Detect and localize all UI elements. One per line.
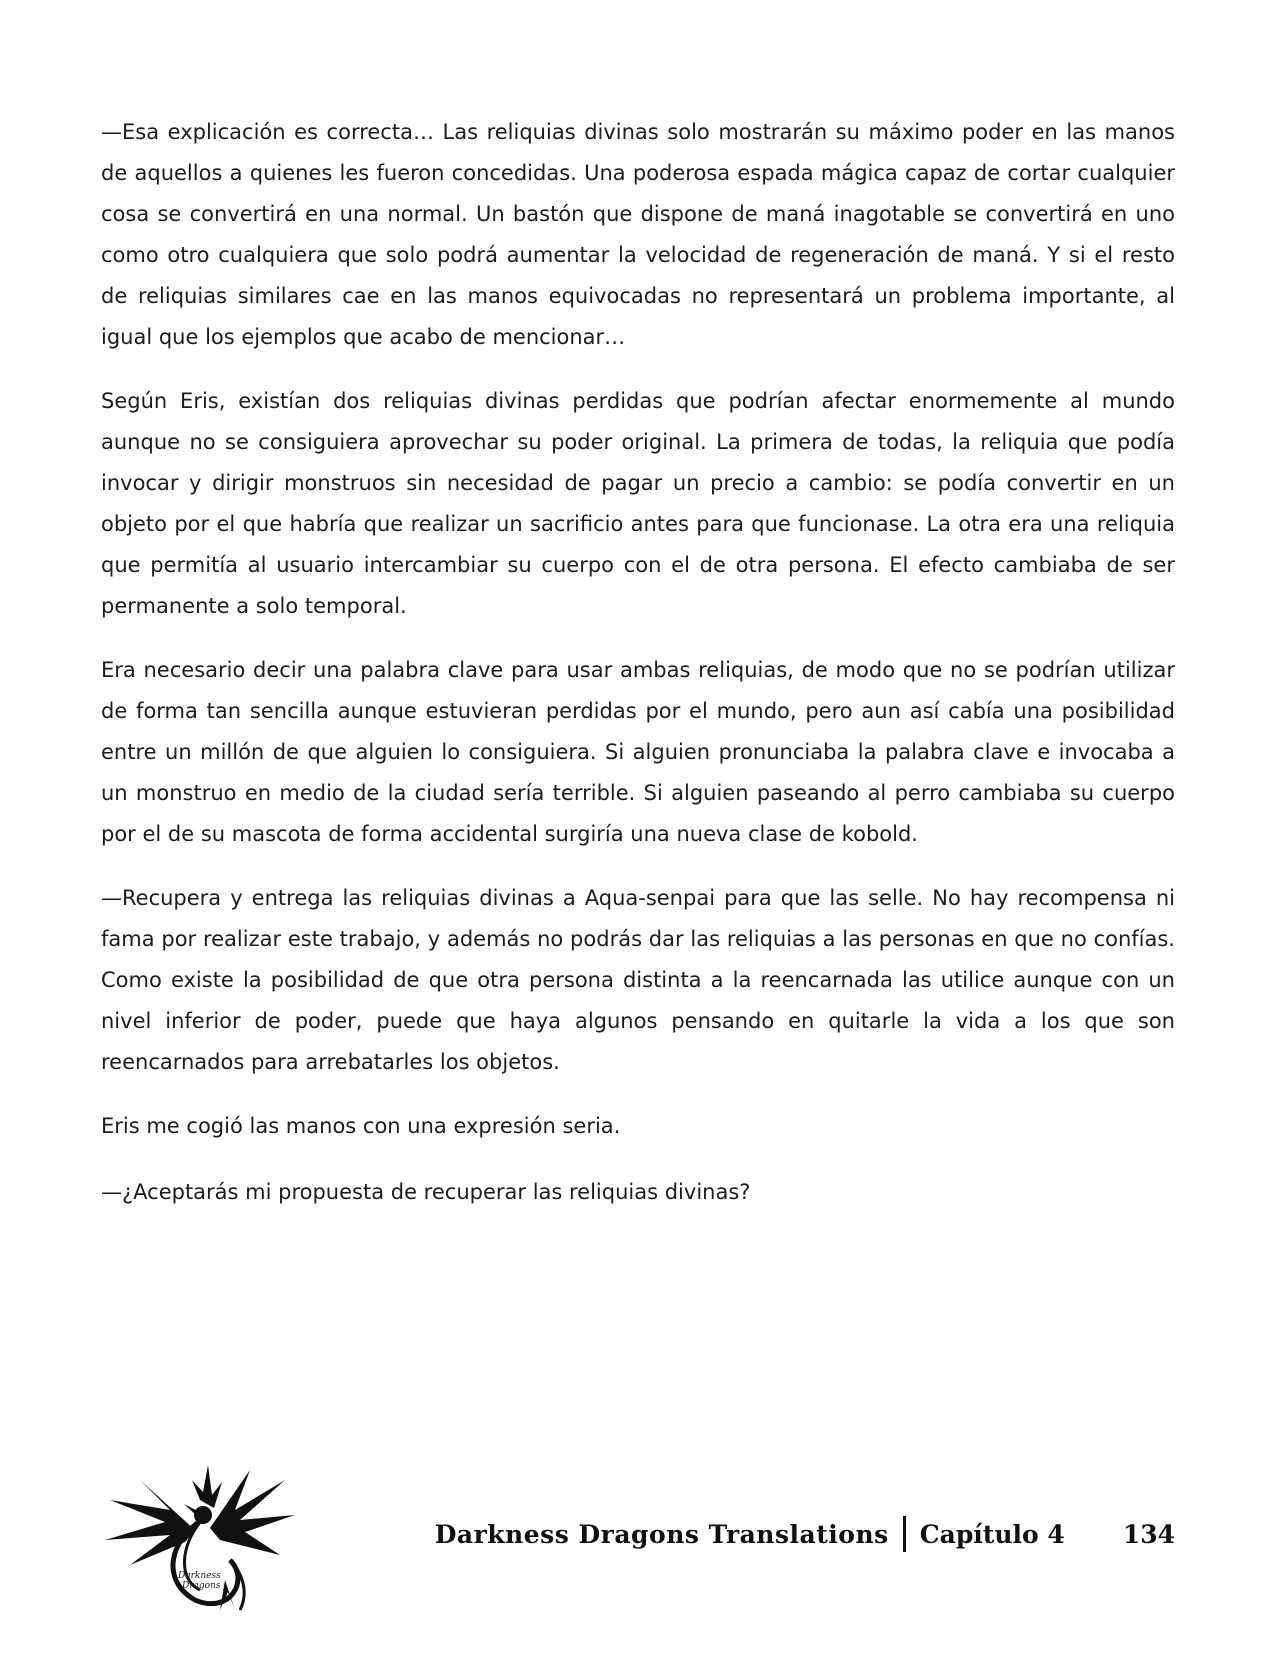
paragraph-3: Era necesario decir una palabra clave para usar ambas reliquias, de modo que no se podrían utilizar de forma tan sencilla aunque estuvieran perdidas por el mundo, pero aun así cabía una posibilidad entre un millón de que alguien lo consiguiera. Si alguien pronunciaba la palabra clave e invocaba a un monstruo en medio de la ciudad sería terrible. Si alguien paseando al perro cambiaba su cuerpo por el de su mascota de forma accidental surgiría una nueva clase de kobold. xyxy=(101,658,1175,846)
paragraph-2: Según Eris, existían dos reliquias divinas perdidas que podrían afectar enormemente al mundo aunque no se consiguiera aprovechar su poder original. La primera de todas, la reliquia que podía invocar y dirigir monstruos sin necesidad de pagar un precio a cambio: se podía convertir en un objeto por el que habría que realizar un sacrificio antes para que funcionase. La otra era una reliquia que permitía al usuario intercambiar su cuerpo con el de otra persona. El efecto cambiaba de ser permanente a solo temporal. xyxy=(101,389,1175,618)
footer-caption xyxy=(435,1512,1175,1556)
footer-chapter: Capítulo 4 xyxy=(919,1519,1065,1549)
paragraph-5: Eris me cogió las manos con una expresión seria. xyxy=(101,1114,621,1138)
paragraph-4: —Recupera y entrega las reliquias divinas a Aqua-senpai para que las selle. No hay recompensa ni fama por realizar este trabajo, y además no podrás dar las reliquias a las personas en que no confías. Como existe la posibilidad de que otra persona distinta a la reencarnada las utilice aunque con un nivel inferior de poder, puede que haya algunos pensando en quitarle la vida a los que son reencarnados para arrebatarles los objetos. xyxy=(101,886,1175,1074)
paragraph-1: —Esa explicación es correcta… Las reliquias divinas solo mostrarán su máximo poder en las manos de aquellos a quienes les fueron concedidas. Una poderosa espada mágica capaz de cortar cualquier cosa se convertirá en una normal. Un bastón que dispone de maná inagotable se convertirá en uno como otro cualquiera que solo podrá aumentar la velocidad de regeneración de maná. Y si el resto de reliquias similares cae en las manos equivocadas no representará un problema importante, al igual que los ejemplos que acabo de mencionar… xyxy=(101,120,1175,349)
page-footer xyxy=(0,1460,1280,1620)
paragraph-6: —¿Aceptarás mi propuesta de recuperar las reliquias divinas? xyxy=(101,1180,751,1204)
footer-brand: Darkness Dragons Translations xyxy=(434,1519,889,1549)
page-number: 134 xyxy=(1122,1519,1175,1549)
dragon-logo-icon xyxy=(100,1460,300,1620)
logo-text-line2: Dragons xyxy=(182,1581,221,1591)
chapter-body xyxy=(101,112,1175,1236)
footer-divider xyxy=(903,1516,906,1552)
logo-text-line1: Darkness xyxy=(178,1571,221,1581)
